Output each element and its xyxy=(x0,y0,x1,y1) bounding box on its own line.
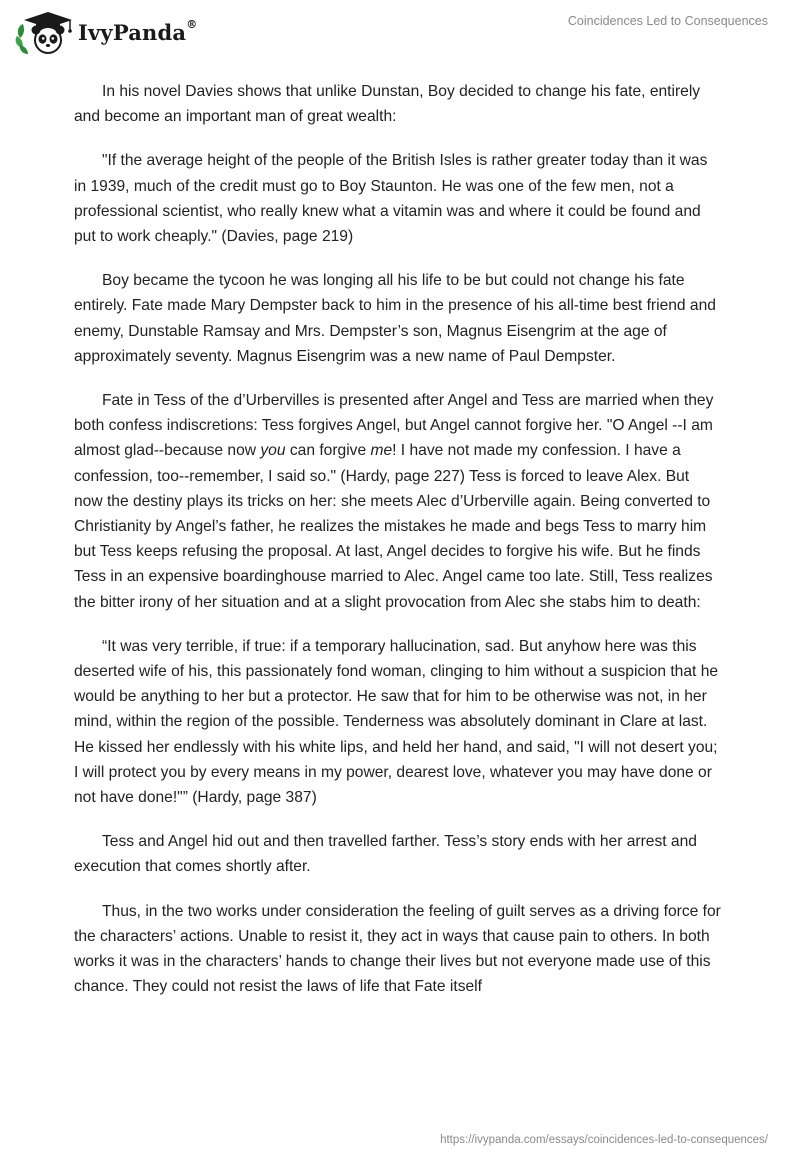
essay-body xyxy=(74,79,722,1019)
paragraph: Tess and Angel hid out and then travelled farther. Tess’s story ends with her arrest and execution that comes shortly after. xyxy=(74,833,697,876)
logo-wordmark: IvyPanda® xyxy=(78,18,198,45)
page-header xyxy=(0,0,800,60)
emphasis: me xyxy=(370,442,393,460)
paragraph: Fate in Tess of the d’Urbervilles is presented after Angel and Tess are married when they both confess indiscretions: Tess forgives Angel, but Angel cannot forgive her. "O Angel --I am almost glad--because now you can forgive me! I have not made my confession. I have a confession, too--remember, I said so." (Hardy, page 227) Tess is forced to leave Alex. But now the destiny plays its tricks on her: she meets Alec d’Urberville again. Being converted to Christianity by Angel’s father, he realizes the mistakes he made and begs Tess to marry him but Tess keeps refusing the proposal. At last, Angel decides to forgive his wife. But he finds Tess in an expensive boardinghouse married to Alec. Angel came too late. Still, Tess realizes the bitter irony of her situation and at a slight provocation from Alec she stabs him to death: xyxy=(74,392,714,611)
paragraph: Thus, in the two works under consideration the feeling of guilt serves as a driving force for the characters’ actions. Unable to resist it, they act in ways that cause pain to others. In both works it was in the characters’ hands to change their lives but not everyone made use of this chance. They could not resist the laws of life that Fate itself xyxy=(74,902,721,996)
paragraph: In his novel Davies shows that unlike Dunstan, Boy decided to change his fate, entirely and become an important man of great wealth: xyxy=(74,83,701,126)
source-url[interactable]: https://ivypanda.com/essays/coincidences-led-to-consequences/ xyxy=(440,1134,768,1146)
ivypanda-logo[interactable] xyxy=(14,8,204,56)
document-title: Coincidences Led to Consequences xyxy=(567,14,768,28)
block-quote: “It was very terrible, if true: if a temporary hallucination, sad. But anyhow here was this deserted wife of his, this passionately fond woman, clinging to him without a suspicion that he would be anything to her but a protector. He saw that for him to be otherwise was not, in her mind, within the region of the possible. Tenderness was absolutely dominant in Clare at last. He kissed her endlessly with his white lips, and held her hand, and said, "I will not desert you; I will protect you by every means in my power, dearest love, whatever you may have done or not have done!"” (Hardy, page 387) xyxy=(74,637,719,807)
panda-graduate-icon xyxy=(14,8,76,56)
emphasis: you xyxy=(260,442,286,460)
paragraph: Boy became the tycoon he was longing all his life to be but could not change his fate entirely. Fate made Mary Dempster back to him in the presence of his all-time best friend and enemy, Dunstable Ramsay and Mrs. Dempster’s son, Magnus Eisengrim at the age of approximately seventy. Magnus Eisengrim was a new name of Paul Dempster. xyxy=(74,272,716,365)
block-quote: "If the average height of the people of the British Isles is rather greater today than it was in 1939, much of the credit must go to Boy Staunton. He was one of the few men, not a professional scientist, who really knew what a vitamin was and where it could be found and put to work cheaply." (Davies, page 219) xyxy=(74,152,708,246)
